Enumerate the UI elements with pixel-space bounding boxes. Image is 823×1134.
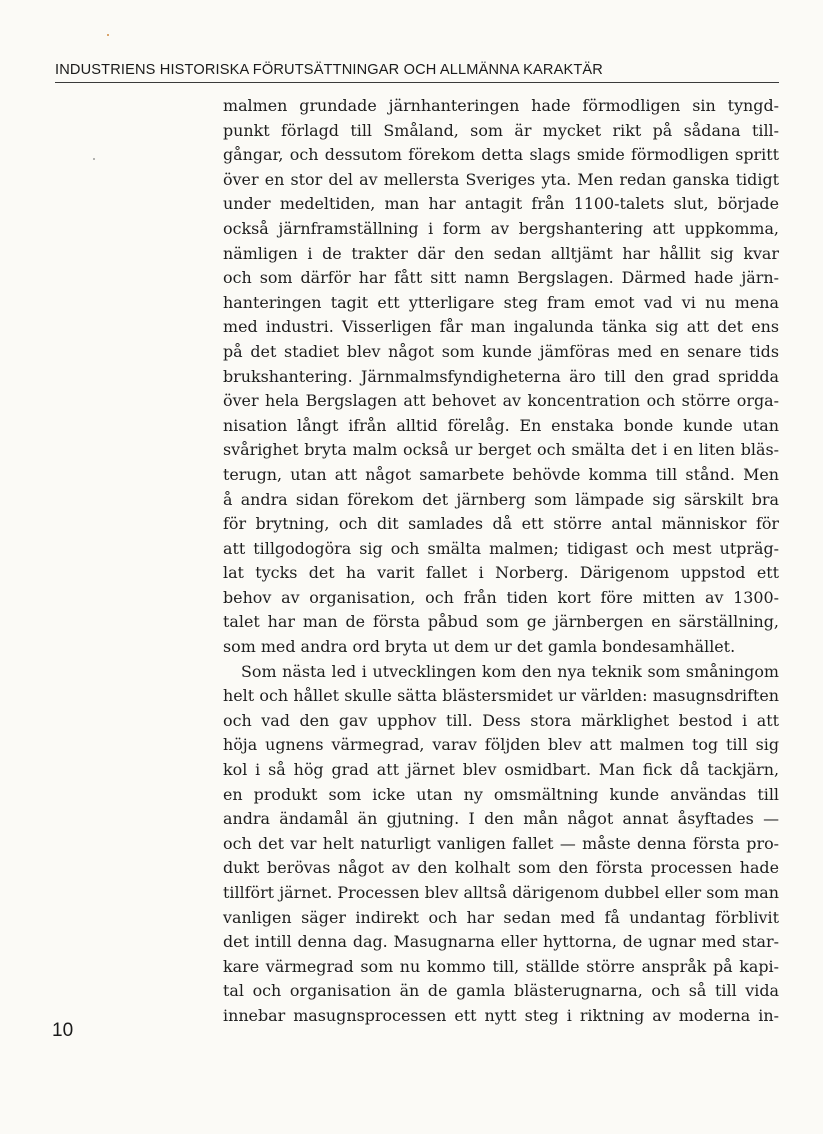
print-speck xyxy=(107,34,109,36)
text-line: en produkt som icke utan ny omsmältning kunde användas till xyxy=(223,784,779,804)
text-line: gångar, och dessutom förekom detta slags smide förmodligen spritt xyxy=(223,145,779,165)
text-line: och som därför har fått sitt namn Bergslagen. Därmed hade järn- xyxy=(223,268,779,288)
text-line: höja ugnens värmegrad, varav följden blev att malmen tog till sig xyxy=(223,735,779,755)
text-line: för brytning, och dit samlades då ett större antal människor för xyxy=(223,514,779,534)
text-line: å andra sidan förekom det järnberg som lämpade sig särskilt bra xyxy=(223,489,779,509)
text-line: terugn, utan att något samarbete behövde komma till stånd. Men xyxy=(223,464,779,484)
text-line: dukt berövas något av den kolhalt som den första processen hade xyxy=(223,858,779,878)
text-line: på det stadiet blev något som kunde jämföras med en senare tids xyxy=(223,341,779,361)
text-line: också järnframställning i form av bergshantering att uppkomma, xyxy=(223,218,779,238)
text-line: hanteringen tagit ett ytterligare steg fram emot vad vi nu mena xyxy=(223,292,779,312)
text-line: det intill denna dag. Masugnarna eller hyttorna, de ugnar med star- xyxy=(223,932,779,952)
text-line: punkt förlagd till Småland, som är mycket rikt på sådana till- xyxy=(223,120,779,140)
text-line: över hela Bergslagen att behovet av koncentration och större orga- xyxy=(223,391,779,411)
print-speck xyxy=(93,158,95,160)
text-line: nisation långt ifrån alltid förelåg. En enstaka bonde kunde utan xyxy=(223,415,779,435)
text-line: under medeltiden, man har antagit från 1100-talets slut, började xyxy=(223,194,779,214)
text-line: och det var helt naturligt vanligen fallet — måste denna första pro- xyxy=(223,833,779,853)
text-line: svårighet bryta malm också ur berget och smälta det i en liten bläs- xyxy=(223,440,779,460)
text-line: och vad den gav upphov till. Dess stora märklighet bestod i att xyxy=(223,710,779,730)
text-line: med industri. Visserligen får man ingalunda tänka sig att det ens xyxy=(223,317,779,337)
running-head: INDUSTRIENS HISTORISKA FÖRUTSÄTTNINGAR OCH ALLMÄNNA KARAKTÄR xyxy=(55,62,603,78)
text-line: över en stor del av mellersta Sveriges yta. Men redan ganska tidigt xyxy=(223,169,779,189)
text-line: innebar masugnsprocessen ett nytt steg i riktning av moderna in- xyxy=(223,1005,779,1025)
header-rule xyxy=(55,82,779,83)
paragraph-2 xyxy=(223,660,779,1029)
text-line: andra ändamål än gjutning. I den mån något annat åsyftades — xyxy=(223,809,779,829)
text-line: vanligen säger indirekt och har sedan med få undantag förblivit xyxy=(223,907,779,927)
text-line: kol i så hög grad att järnet blev osmidbart. Man fick då tackjärn, xyxy=(223,760,779,780)
text-line: Som nästa led i utvecklingen kom den nya teknik som småningom xyxy=(241,661,779,681)
body-text xyxy=(223,94,779,1029)
text-line: kare värmegrad som nu kommo till, ställde större anspråk på kapi- xyxy=(223,956,779,976)
text-line: behov av organisation, och från tiden kort före mitten av 1300- xyxy=(223,587,779,607)
paragraph-1 xyxy=(223,94,779,660)
text-line: tal och organisation än de gamla blästerugnarna, och så till vida xyxy=(223,981,779,1001)
text-line: malmen grundade järnhanteringen hade förmodligen sin tyngd- xyxy=(223,96,779,115)
text-line: att tillgodogöra sig och smälta malmen; tidigast och mest utpräg- xyxy=(223,538,779,558)
text-line: tillfört järnet. Processen blev alltså därigenom dubbel eller som man xyxy=(223,883,779,902)
text-line: lat tycks det ha varit fallet i Norberg. Därigenom uppstod ett xyxy=(223,563,779,583)
text-line: talet har man de första påbud som ge järnbergen en särställning, xyxy=(223,612,779,632)
page-number: 10 xyxy=(52,1020,74,1041)
text-line: nämligen i de trakter där den sedan alltjämt har hållit sig kvar xyxy=(223,243,779,263)
text-line: som med andra ord bryta ut dem ur det gamla bondesamhället. xyxy=(223,637,736,657)
text-line: helt och hållet skulle sätta blästersmidet ur världen: masugnsdriften xyxy=(223,686,779,706)
text-line: brukshantering. Järnmalmsfyndigheterna äro till den grad spridda xyxy=(223,366,779,386)
